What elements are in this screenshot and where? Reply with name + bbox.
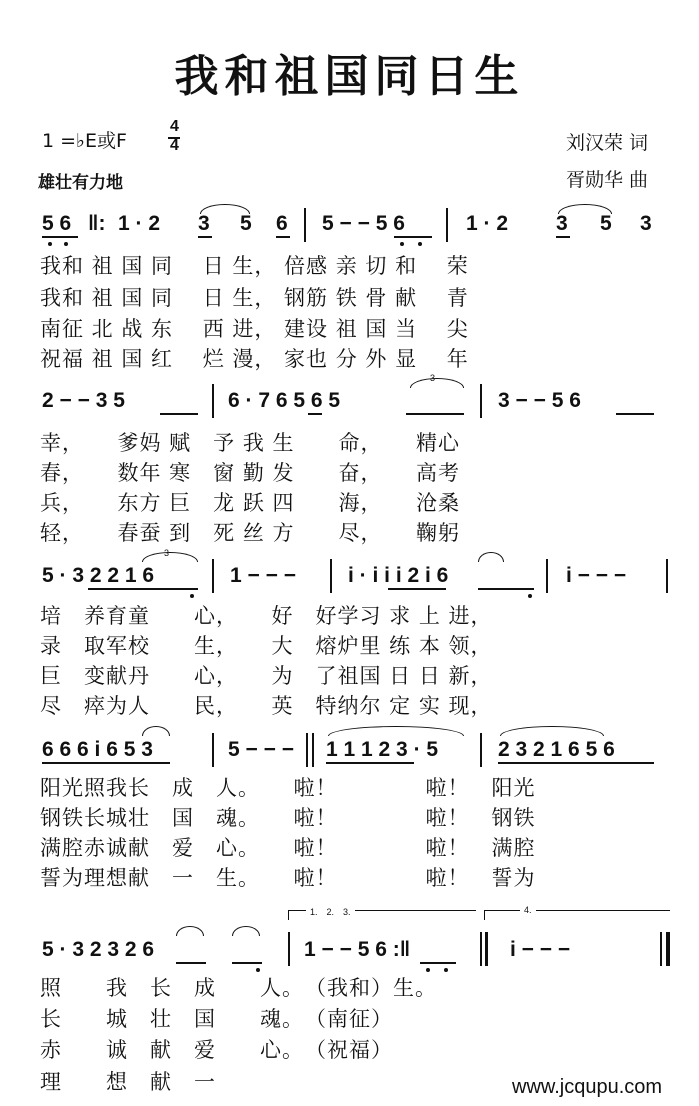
notes-pickup: 5 6 bbox=[42, 212, 72, 235]
notes-m2: 1 − − − bbox=[230, 564, 296, 587]
notes-m1: 6 6 6 i 6 5 3 bbox=[42, 738, 153, 761]
notes-m3d: 3 bbox=[640, 212, 652, 235]
notes-m4: i − − − bbox=[566, 564, 627, 587]
notes-m1c: 5 bbox=[240, 212, 252, 235]
lyric-verse-2: 录 取军校 生， 大 熔炉里 练 本 领， bbox=[40, 634, 493, 658]
tempo-marking: 雄壮有力地 bbox=[38, 173, 123, 193]
barline bbox=[212, 559, 214, 593]
underline bbox=[308, 413, 322, 415]
underline bbox=[160, 413, 198, 415]
lyric-verse-2: 长 城 壮 国 魂。 （南征） bbox=[40, 1007, 393, 1031]
underline bbox=[616, 413, 654, 415]
lyric-verse-3: 赤 诚 献 爱 心。 （祝福） bbox=[40, 1038, 393, 1062]
underline bbox=[498, 762, 654, 764]
watermark-url: www.jcqupu.com bbox=[512, 1076, 663, 1098]
lyric-verse-1: 培 养育童 心， 好 好学习 求 上 进， bbox=[40, 604, 493, 628]
notes-m1: 5 · 3 2 2 1 6 bbox=[42, 564, 155, 587]
slur bbox=[500, 726, 604, 736]
notes-m2: 6 · 7 6 5 6 5 bbox=[228, 389, 341, 412]
lyric-verse-4: 祝福 祖 国 红 烂 漫， 家也 分 外 显 年 bbox=[40, 347, 469, 371]
notes-m3: 1 1 1 2 3 · 5 bbox=[326, 738, 439, 761]
barline bbox=[288, 932, 290, 966]
lyric-verse-2: 我和 祖 国 同 日 生， 钢筋 铁 骨 献 青 bbox=[40, 286, 469, 310]
barline bbox=[312, 733, 314, 767]
notes-m3a: 1 · 2 bbox=[466, 212, 509, 235]
lyric-verse-4: 尽 瘁为人 民， 英 特纳尔 定 实 现， bbox=[40, 694, 493, 718]
lyric-verse-1: 照 我 长 成 人。 （我和）生。 bbox=[40, 976, 437, 1000]
underline bbox=[176, 962, 206, 964]
notes-m2: 5 − − − bbox=[228, 738, 294, 761]
lyric-verse-1: 幸， 爹妈 赋 予 我 生 命， 精心 bbox=[40, 431, 461, 455]
underline bbox=[276, 236, 290, 238]
lyric-verse-3: 兵， 东方 巨 龙 跃 四 海， 沧桑 bbox=[40, 491, 461, 515]
repeat-start: ‖: bbox=[88, 212, 106, 235]
song-title: 我和祖国同日生 bbox=[174, 51, 525, 102]
underline bbox=[198, 236, 212, 238]
key-signature: 1 =♭E或F bbox=[42, 130, 127, 152]
lyric-verse-2: 春， 数年 寒 窗 勤 发 奋， 高考 bbox=[40, 461, 461, 485]
lyric-verse-1: 我和 祖 国 同 日 生， 倍感 亲 切 和 荣 bbox=[40, 254, 469, 278]
barline bbox=[212, 733, 214, 767]
underline bbox=[394, 236, 432, 238]
notes-m3c: 5 bbox=[600, 212, 612, 235]
slur bbox=[176, 926, 204, 936]
lyricist-credit: 刘汉荣 词 bbox=[566, 132, 649, 154]
lyric-verse-4: 轻， 春蚕 到 死 丝 方 尽， 鞠躬 bbox=[40, 521, 461, 545]
notes-m1: 2 − − 3 5 bbox=[42, 389, 125, 412]
triplet-mark: 3 bbox=[164, 548, 170, 558]
octave-dot bbox=[528, 594, 532, 598]
notes-m3b: 3 bbox=[556, 212, 568, 235]
barline bbox=[480, 733, 482, 767]
barline bbox=[306, 733, 308, 767]
lyric-verse-4: 理 想 献 一 bbox=[40, 1070, 216, 1094]
underline bbox=[406, 413, 464, 415]
slur bbox=[200, 204, 250, 214]
notes-m2: 5 − − 5 6 bbox=[322, 212, 405, 235]
notes-m2: 1 − − 5 6 :‖ bbox=[304, 938, 411, 961]
underline bbox=[42, 762, 170, 764]
notes-m1b: 3 bbox=[198, 212, 210, 235]
octave-dot bbox=[48, 242, 52, 246]
underline bbox=[88, 588, 198, 590]
barline bbox=[666, 559, 668, 593]
slur bbox=[478, 552, 504, 562]
barline bbox=[304, 208, 306, 242]
notes-m3: i · i i i 2 i 6 bbox=[348, 564, 449, 587]
underline bbox=[42, 236, 78, 238]
notes-m3: i − − − bbox=[510, 938, 571, 961]
octave-dot bbox=[444, 968, 448, 972]
slur bbox=[142, 726, 170, 736]
notes-m1: 5 · 3 2 3 2 6 bbox=[42, 938, 155, 961]
volta-2-tick bbox=[484, 910, 485, 920]
lyric-verse-2: 钢铁长城壮 国 魂。 啦！ 啦！ 钢铁 bbox=[40, 806, 536, 830]
slur bbox=[558, 204, 612, 214]
lyric-verse-3: 满腔赤诚献 爱 心。 啦！ 啦！ 满腔 bbox=[40, 836, 536, 860]
time-sig-top: 4 bbox=[170, 118, 179, 135]
underline bbox=[478, 588, 534, 590]
notes-m3: 3 − − 5 6 bbox=[498, 389, 581, 412]
octave-dot bbox=[64, 242, 68, 246]
underline bbox=[326, 762, 414, 764]
barline bbox=[446, 208, 448, 242]
barline bbox=[480, 932, 482, 966]
triplet-bracket bbox=[410, 378, 464, 388]
barline bbox=[212, 384, 214, 418]
slur bbox=[232, 926, 260, 936]
barline bbox=[660, 932, 662, 966]
lyric-verse-3: 巨 变献丹 心， 为 了祖国 日 日 新， bbox=[40, 664, 493, 688]
underline bbox=[388, 588, 446, 590]
volta-2-label: 4. bbox=[520, 905, 536, 915]
lyric-verse-1: 阳光照我长 成 人。 啦！ 啦！ 阳光 bbox=[40, 776, 536, 800]
notes-m1a: 1 · 2 bbox=[118, 212, 161, 235]
barline bbox=[546, 559, 548, 593]
lyric-verse-4: 誓为理想献 一 生。 啦！ 啦！ 誓为 bbox=[40, 866, 536, 890]
barline-heavy bbox=[485, 932, 488, 966]
composer-credit: 胥勋华 曲 bbox=[566, 169, 649, 191]
barline bbox=[480, 384, 482, 418]
lyric-verse-3: 南征 北 战 东 西 进， 建设 祖 国 当 尖 bbox=[40, 317, 469, 341]
octave-dot bbox=[400, 242, 404, 246]
barline-final bbox=[666, 932, 670, 966]
volta-1-label: 1. 2. 3. bbox=[306, 905, 355, 918]
time-sig-bottom: 4 bbox=[170, 137, 179, 154]
octave-dot bbox=[190, 594, 194, 598]
notes-m1d: 6 bbox=[276, 212, 288, 235]
underline bbox=[420, 962, 456, 964]
underline bbox=[232, 962, 262, 964]
slur bbox=[328, 726, 464, 736]
notes-m4: 2 3 2 1 6 5 6 bbox=[498, 738, 615, 761]
triplet-mark: 3 bbox=[430, 373, 436, 383]
volta-2-line bbox=[484, 910, 670, 911]
triplet-bracket bbox=[142, 552, 198, 562]
volta-1-tick bbox=[288, 910, 289, 920]
barline bbox=[330, 559, 332, 593]
octave-dot bbox=[418, 242, 422, 246]
underline bbox=[556, 236, 570, 238]
